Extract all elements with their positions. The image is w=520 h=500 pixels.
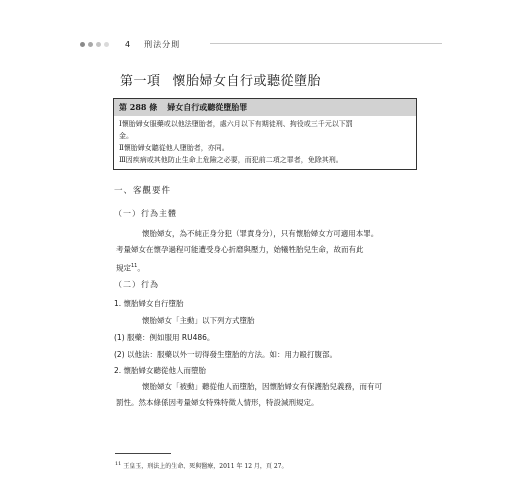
header-dots-ornament	[80, 42, 109, 47]
paragraph-line: 懷胎婦女「被動」聽從他人而墮胎，因懷胎婦女有保護胎兒義務，而有可	[142, 382, 382, 391]
statute-body	[114, 116, 416, 169]
paragraph-line: 懷胎婦女，為不純正身分犯（罪責身分），只有懷胎婦女方可適用本罪。	[142, 229, 379, 238]
ornament-dot	[96, 42, 101, 47]
footnote-text: 王皇玉，刑法上的生命、死與醫療，2011 年 12 月，頁 27。	[123, 463, 288, 470]
header-rule	[210, 43, 442, 44]
sub-item: (2) 以他法：服藥以外一切得發生墮胎的方法。如：用力毆打腹部。	[114, 350, 338, 359]
section-heading: 懷胎婦女自行或聽從墮胎	[172, 74, 322, 89]
list-item: 2. 懷胎婦女聽從他人而墮胎	[114, 366, 207, 375]
paragraph-line	[116, 258, 414, 277]
paragraph-line: 考量婦女在懷孕過程可能遭受身心折磨與壓力，始犧牲胎兒生命，故而有此	[116, 245, 364, 254]
running-header	[80, 38, 180, 50]
paragraph-line: 罰性。然本條係因考量婦女特殊特徵人情形，特設減刑規定。	[116, 398, 319, 407]
statute-line: 金。	[119, 132, 133, 140]
heading-objective-elements: 一、客觀要件	[114, 186, 172, 196]
statute-name: 婦女自行或聽從墮胎罪	[167, 102, 248, 112]
footnote-rule	[115, 453, 171, 454]
statute-box	[113, 98, 417, 170]
paragraph-text: 。	[137, 263, 145, 273]
sub-item: (1) 服藥：例如服用 RU486。	[114, 333, 215, 342]
ornament-dot	[88, 42, 93, 47]
heading-act: （二）行為	[114, 280, 159, 289]
section-number: 第一項	[120, 74, 161, 89]
footnote	[115, 461, 287, 470]
running-title: 刑法分則	[144, 39, 181, 49]
page-number: 4	[125, 39, 131, 49]
statute-line: Ⅱ懷胎婦女聽從他人墮胎者，亦同。	[119, 144, 229, 152]
statute-line: Ⅰ懷胎婦女服藥或以他法墮胎者，處六月以下有期徒刑、拘役或三千元以下罰	[119, 120, 353, 128]
ornament-dot	[80, 42, 85, 47]
heading-actor: （一）行為主體	[114, 209, 177, 218]
statute-header	[114, 99, 416, 116]
statute-line: Ⅲ因疾病或其他防止生命上危險之必要，而犯前二項之罪者，免除其刑。	[119, 156, 343, 164]
paragraph-passive	[116, 379, 414, 411]
paragraph-actor	[116, 226, 414, 277]
paragraph-text: 規定	[116, 263, 131, 273]
footnote-number: 11	[115, 461, 122, 467]
ornament-dot	[104, 42, 109, 47]
list-item-desc: 懷胎婦女「主動」以下列方式墮胎	[142, 316, 255, 325]
footnote-ref[interactable]: 11	[131, 263, 138, 269]
list-item: 1. 懷胎婦女自行墮胎	[114, 299, 184, 308]
section-title	[120, 70, 321, 89]
statute-article: 第 288 條	[119, 102, 158, 112]
